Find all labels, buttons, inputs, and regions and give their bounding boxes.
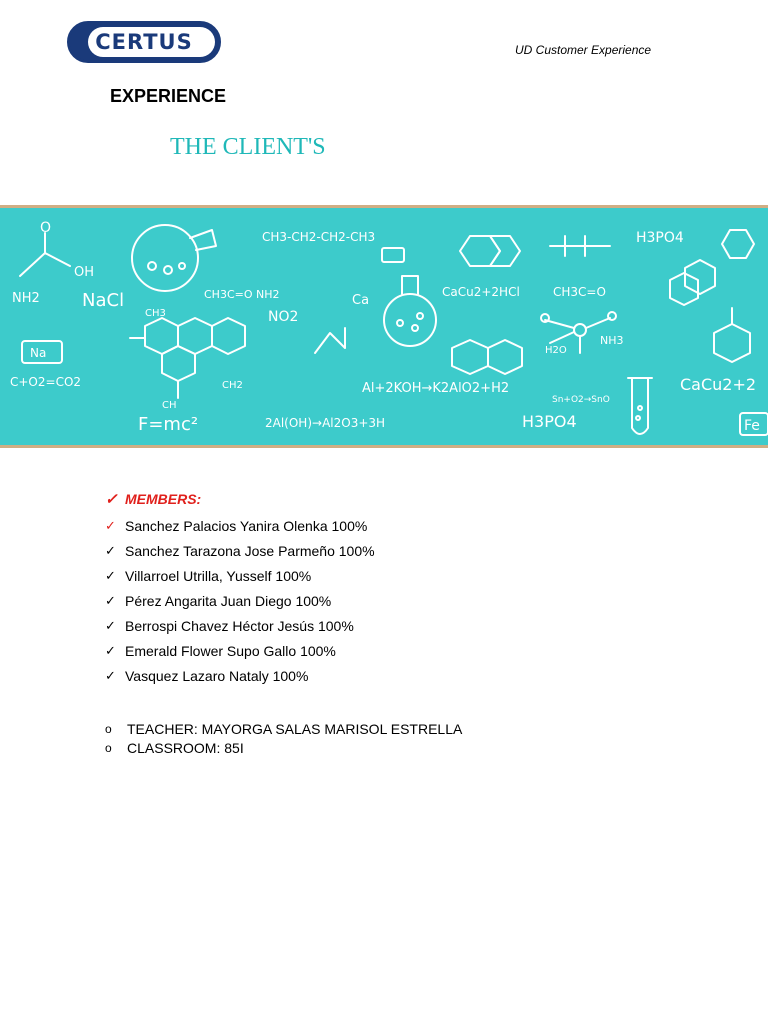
- flask-icon: [132, 225, 198, 291]
- course-name: UD Customer Experience: [515, 43, 652, 57]
- check-icon: ✓: [105, 567, 116, 583]
- members-label: MEMBERS:: [125, 491, 202, 507]
- list-item: [105, 663, 375, 688]
- teacher-text: TEACHER: MAYORGA SALAS MARISOL ESTRELLA: [127, 720, 463, 737]
- svg-text:CH: CH: [162, 400, 177, 411]
- teacher-row: [105, 719, 462, 738]
- svg-text:Fe: Fe: [744, 418, 760, 434]
- member-name: Pérez Angarita Juan Diego 100%: [125, 592, 332, 609]
- svg-text:CH2: CH2: [222, 380, 243, 391]
- molecule-sketch: [20, 253, 70, 276]
- member-name: Vasquez Lazaro Nataly 100%: [125, 667, 309, 684]
- list-item: [105, 588, 375, 613]
- svg-text:H3PO4: H3PO4: [636, 230, 684, 246]
- member-name: Emerald Flower Supo Gallo 100%: [125, 642, 336, 659]
- check-icon: ✓: [105, 491, 118, 508]
- check-icon: ✓: [105, 517, 116, 533]
- svg-text:CaCu2+2: CaCu2+2: [680, 375, 757, 394]
- logo-text: CERTUS: [95, 30, 193, 54]
- member-name: Sanchez Palacios Yanira Olenka 100%: [125, 517, 368, 534]
- svg-text:NO2: NO2: [268, 309, 299, 325]
- svg-text:H2O: H2O: [545, 345, 567, 356]
- list-item: [105, 563, 375, 588]
- svg-text:CaCu2+2HCl: CaCu2+2HCl: [442, 285, 520, 299]
- svg-text:CH3C=O NH2: CH3C=O NH2: [204, 288, 280, 301]
- check-icon: ✓: [105, 642, 116, 658]
- check-icon: ✓: [105, 667, 116, 683]
- svg-text:CH3: CH3: [145, 308, 166, 319]
- svg-text:NH3: NH3: [600, 334, 624, 347]
- classroom-row: [105, 738, 462, 757]
- svg-text:H3PO4: H3PO4: [522, 412, 577, 431]
- chemistry-banner: [0, 205, 768, 448]
- check-icon: ✓: [105, 592, 116, 608]
- bullet-icon: o: [105, 740, 112, 755]
- svg-text:Al+2KOH→K2AlO2+H2: Al+2KOH→K2AlO2+H2: [362, 381, 510, 396]
- member-name: Villarroel Utrilla, Yusself 100%: [125, 567, 312, 584]
- course-info: [105, 719, 462, 757]
- members-list: [105, 489, 375, 688]
- list-item: [105, 638, 375, 663]
- svg-text:2Al(OH)→Al2O3+3H: 2Al(OH)→Al2O3+3H: [265, 416, 386, 430]
- classroom-text: CLASSROOM: 85I: [127, 739, 244, 756]
- members-header: [105, 489, 375, 509]
- list-item: [105, 613, 375, 638]
- member-name: Sanchez Tarazona Jose Parmeño 100%: [125, 542, 375, 559]
- svg-text:Sn+O2→SnO: Sn+O2→SnO: [552, 395, 610, 405]
- list-item: [105, 513, 375, 538]
- certus-logo: [67, 21, 221, 63]
- svg-text:CH3C=O: CH3C=O: [553, 285, 606, 299]
- svg-text:Na: Na: [30, 346, 47, 360]
- svg-text:NH2: NH2: [12, 291, 40, 306]
- check-icon: ✓: [105, 617, 116, 633]
- svg-text:NaCl: NaCl: [82, 290, 125, 311]
- svg-text:OH: OH: [74, 265, 95, 280]
- svg-text:Ca: Ca: [352, 293, 370, 308]
- chemistry-doodles: [0, 208, 768, 445]
- svg-text:F=mc²: F=mc²: [138, 414, 199, 435]
- svg-text:C+O2=CO2: C+O2=CO2: [10, 375, 82, 389]
- list-item: [105, 538, 375, 563]
- svg-text:CH3-CH2-CH2-CH3: CH3-CH2-CH2-CH3: [262, 230, 376, 244]
- page-title-line2: THE CLIENT'S: [170, 134, 326, 160]
- member-name: Berrospi Chavez Héctor Jesús 100%: [125, 617, 354, 634]
- bullet-icon: o: [105, 721, 112, 736]
- check-icon: ✓: [105, 542, 116, 558]
- page-title-line1: EXPERIENCE: [110, 86, 227, 106]
- svg-text:O: O: [40, 220, 52, 236]
